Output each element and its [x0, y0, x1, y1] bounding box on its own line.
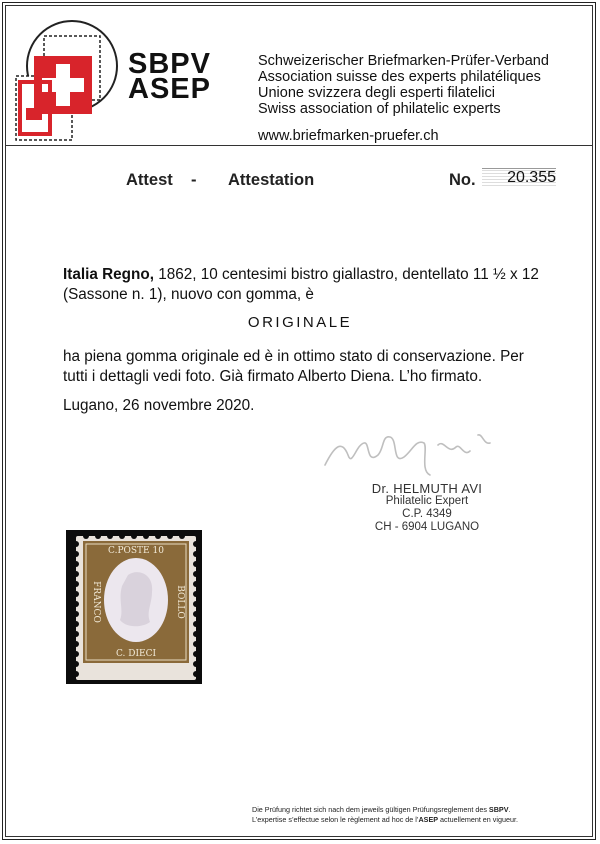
handwritten-signature	[320, 425, 500, 480]
expert-city: CH - 6904 LUGANO	[374, 521, 480, 533]
item-country: Italia Regno,	[63, 266, 154, 283]
footer-line1-text: Die Prüfung richtet sich nach dem jeweils gültigen Prüfungsreglement des	[252, 805, 489, 814]
expert-po-box: C.P. 4349	[402, 508, 452, 520]
item-details-line2: (Sassone n. 1), nuovo con gomma, è	[63, 286, 314, 303]
title-attestation: Attestation	[228, 171, 315, 189]
footer-line1-bold: SBPV	[488, 805, 509, 814]
association-name-fr: Association suisse des experts philatéliques	[258, 69, 541, 85]
website-link[interactable]: www.briefmarken-pruefer.ch	[258, 128, 439, 144]
comment-line-2: tutti i dettagli vedi foto. Già firmato Alberto Diena. L’ho firmato.	[63, 368, 483, 385]
stamp-right-text: BOLLO	[175, 585, 185, 619]
header-divider	[5, 145, 593, 146]
footer-line1-end: .	[508, 805, 511, 814]
stamp-bottom-text: C. DIECI	[115, 649, 157, 659]
footer-note	[252, 805, 518, 825]
place-date: Lugano, 26 novembre 2020.	[63, 397, 255, 414]
association-name-de: Schweizerischer Briefmarken-Prüfer-Verband	[258, 53, 549, 69]
certificate-number-value: 20.355	[482, 168, 556, 186]
comment-line-1: ha piena gomma originale ed è in ottimo stato di conservazione. Per	[63, 348, 524, 365]
item-description	[63, 265, 563, 305]
verdict: ORIGINALE	[247, 314, 353, 331]
expert-name: Dr. HELMUTH AVI	[371, 481, 483, 496]
association-name-en: Swiss association of philatelic experts	[258, 101, 501, 117]
footer-line2-bold: ASEP	[418, 815, 439, 824]
association-names	[258, 53, 549, 117]
stamp-top-text: C.POSTE 10	[108, 546, 164, 556]
title-dash: -	[191, 171, 197, 189]
footer-line2-end: actuellement en vigueur.	[438, 815, 518, 824]
certificate-number-label: No.	[449, 171, 476, 189]
condition-comment	[63, 347, 563, 387]
title-attest: Attest	[126, 171, 173, 189]
stamp-photo	[66, 530, 202, 684]
stamp-left-text: FRANCO	[91, 581, 101, 623]
association-name-it: Unione svizzera degli esperti filatelici	[258, 85, 495, 101]
footer-line2-text: L’expertise s’effectue selon le règlement ad hoc de l’	[252, 815, 419, 824]
logo-text-asep: ASEP	[128, 73, 211, 105]
item-details: 1862, 10 centesimi bistro giallastro, dentellato 11 ½ x 12	[153, 266, 539, 283]
expert-role: Philatelic Expert	[385, 495, 469, 507]
logo-text-sbpv: SBPV	[128, 48, 211, 80]
expert-stamp	[352, 482, 502, 534]
swiss-cross-stamp-logo	[14, 20, 124, 142]
logo-wordmark	[128, 48, 243, 105]
